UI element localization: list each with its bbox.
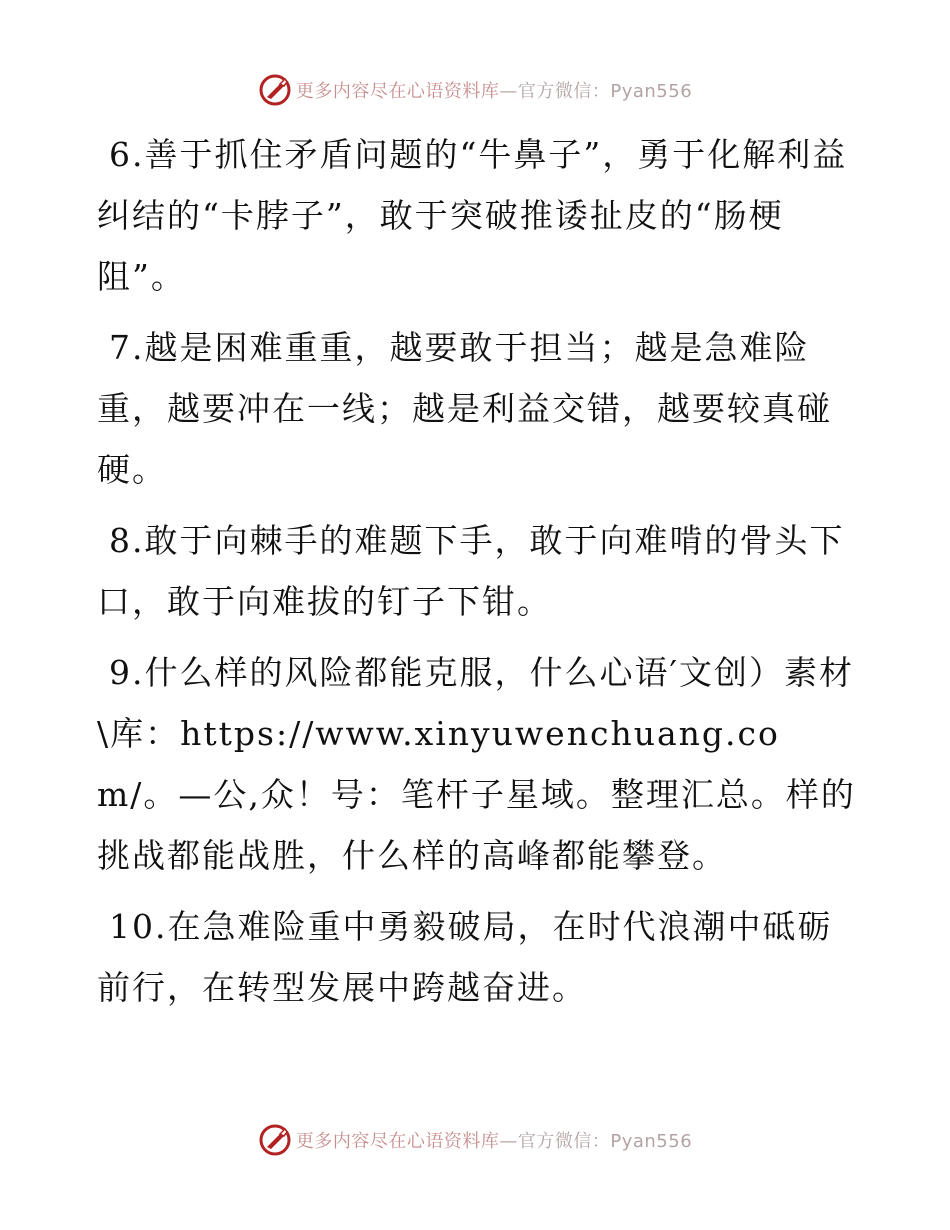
- paragraph-6: 6.善于抓住矛盾问题的“牛鼻子”，勇于化解利益纠结的“卡脖子”，敢于突破推诿扯皮的“肠梗阻”。: [97, 135, 848, 296]
- paragraph-8: 8.敢于向棘手的难题下手，敢于向难啃的骨头下口，敢于向难拔的钉子下钳。: [97, 521, 845, 621]
- paragraph-9: 9.什么样的风险都能克服，什么心语′文创）素材\库：https://www.xinyuwenchuang.com/。—公,众！号：笔杆子星域。整理汇总。样的挑战都能战胜，什么样的高峰都能攀登。: [97, 653, 856, 875]
- header-watermark: [0, 72, 950, 108]
- watermark-text: 更多内容尽在心语资料库—官方微信：Pyan556: [295, 81, 693, 102]
- footer-watermark: [0, 1122, 950, 1158]
- document-body: [97, 124, 857, 1028]
- paragraph-10: 10.在急难险重中勇毅破局，在时代浪潮中砥砺前行，在转型发展中跨越奋进。: [97, 907, 833, 1007]
- paragraph-7: 7.越是困难重重，越要敢于担当；越是急难险重，越要冲在一线；越是利益交错，越要较真碰硬。: [97, 328, 832, 489]
- pen-nib-logo-icon: [258, 1123, 292, 1157]
- watermark-text: 更多内容尽在心语资料库—官方微信：Pyan556: [295, 1131, 693, 1152]
- pen-nib-logo-icon: [258, 73, 292, 107]
